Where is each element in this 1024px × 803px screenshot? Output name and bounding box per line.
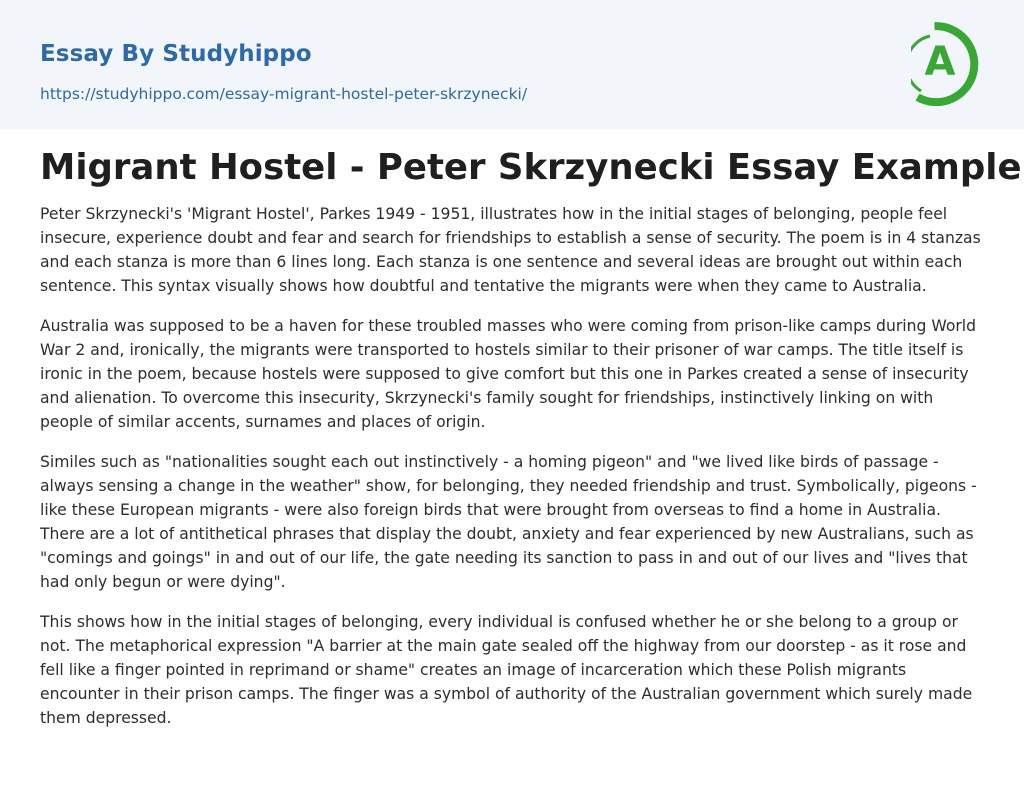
article-paragraph-3: Similes such as "nationalities sought each out instinctively - a homing pigeon" and "we lived like birds of passage - always sensing a change in the weather" show, for belonging, they needed friendship and trust. Symbolically, pigeons - like these European migrants - were also foreign birds that were brought from overseas to find a home in Australia. There are a lot of antithetical phrases that display the doubt, anxiety and fear experienced by new Australians, such as "comings and goings" in and out of our life, the gate needing its sanction to pass in and out of our lives and "lives that had only begun or were dying". (40, 453, 977, 591)
studyhippo-logo-icon[interactable] (911, 18, 987, 106)
page-url-link[interactable]: https://studyhippo.com/essay-migrant-hostel-peter-skrzynecki/ (40, 85, 528, 103)
article-title: Migrant Hostel - Peter Skrzynecki Essay Example (40, 147, 1022, 188)
article-paragraph-1: Peter Skrzynecki's 'Migrant Hostel', Parkes 1949 - 1951, illustrates how in the initial stages of belonging, people feel insecure, experience doubt and fear and search for friendships to establish a sense of security. The poem is in 4 stanzas and each stanza is more than 6 lines long. Each stanza is one sentence and several ideas are brought out within each sentence. This syntax visually shows how doubtful and tentative the migrants were when they came to Australia. (40, 205, 981, 295)
article-paragraph-2: Australia was supposed to be a haven for these troubled masses who were coming from prison-like camps during World War 2 and, ironically, the migrants were transported to hostels similar to their prisoner of war camps. The title itself is ironic in the poem, because hostels were supposed to give comfort but this one in Parkes created a sense of insecurity and alienation. To overcome this insecurity, Skrzynecki's family sought for friendships, instinctively linking on with people of similar accents, surnames and places of origin. (40, 317, 977, 431)
article (40, 140, 1022, 746)
article-paragraph-4: This shows how in the initial stages of belonging, every individual is confused whether he or she belong to a group or not. The metaphorical expression "A barrier at the main gate sealed off the highway from our doorstep - as it rose and fell like a finger pointed in reprimand or shame" creates an image of incarceration which these Polish migrants encounter in their prison camps. The finger was a symbol of authority of the Australian government which surely made them depressed. (40, 613, 973, 727)
site-brand[interactable]: Essay By Studyhippo (40, 41, 312, 67)
logo-letter: A (924, 39, 956, 85)
site-header (0, 0, 1024, 129)
